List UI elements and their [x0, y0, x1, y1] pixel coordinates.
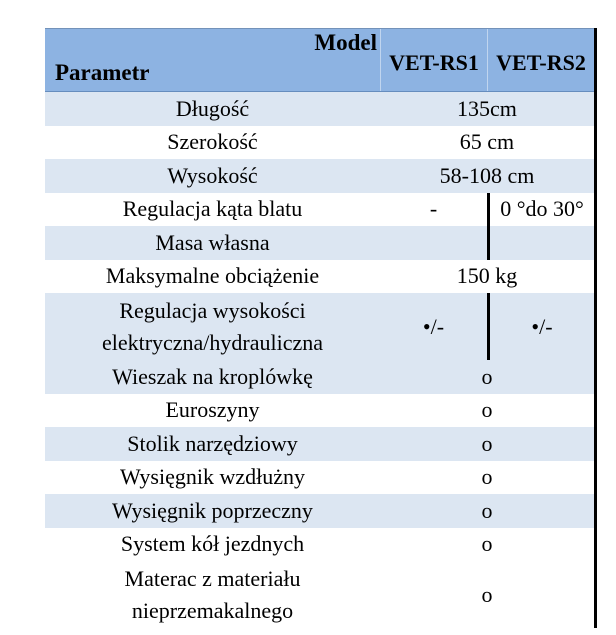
table-row [45, 226, 594, 260]
value-cell-merged: o [481, 397, 493, 423]
value-cell-vet-rs1: - [429, 196, 438, 222]
param-cell: Materac z materiału nieprzemakalnego [124, 565, 301, 623]
value-cell-vet-rs2: 0 °do 30° [487, 193, 594, 227]
param-cell: Maksymalne obciążenie [105, 263, 320, 289]
value-cell-merged: o [481, 363, 493, 389]
value-cell-vet-rs2 [487, 226, 594, 260]
header-col-vet-rs1: VET-RS1 [380, 29, 487, 91]
header-model-label: Model [314, 30, 377, 55]
value-cell-merged: o [481, 430, 493, 456]
value-cell-vet-rs1 [380, 226, 487, 260]
value-cell-merged: 150 kg [456, 263, 518, 289]
table-row [45, 561, 594, 628]
value-cell-merged: o [481, 581, 493, 607]
table-row [45, 461, 594, 495]
table-row [45, 528, 594, 562]
table-row [45, 427, 594, 461]
param-cell: Wysięgnik wzdłużny [119, 464, 306, 490]
header-param-label: Parametr [55, 60, 150, 85]
value-cell-merged: 65 cm [459, 129, 515, 155]
value-cell-vet-rs2: •/- [487, 293, 594, 360]
param-cell: Stolik narzędziowy [127, 430, 298, 456]
param-cell: System kół jezdnych [120, 531, 305, 557]
header-corner-cell [45, 29, 380, 91]
value-cell-merged: o [481, 464, 493, 490]
value-cell-merged: 58-108 cm [439, 162, 535, 188]
param-cell: Szerokość [167, 129, 258, 155]
table-row [45, 293, 594, 360]
table-body [45, 92, 594, 628]
table-header-row [45, 28, 594, 92]
table-row [45, 126, 594, 160]
value-cell-merged: 135cm [457, 95, 517, 121]
param-cell: Masa własna [155, 229, 270, 255]
value-cell-merged: o [481, 497, 493, 523]
param-cell: Wysięgnik poprzeczny [112, 497, 313, 523]
param-cell: Wieszak na kroplówkę [112, 363, 313, 389]
table-row [45, 92, 594, 126]
param-cell: Euroszyny [165, 397, 260, 423]
value-cell-merged: o [481, 531, 493, 557]
table-row [45, 159, 594, 193]
param-cell: Długość [175, 95, 250, 121]
header-col-vet-rs2: VET-RS2 [487, 29, 594, 91]
table-row [45, 360, 594, 394]
table-row [45, 494, 594, 528]
value-cell-vet-rs1: •/- [422, 313, 445, 339]
param-cell: Regulacja kąta blatu [122, 196, 303, 222]
comparison-table [45, 28, 597, 628]
table-row [45, 394, 594, 428]
table-row [45, 193, 594, 227]
param-cell: Wysokość [167, 162, 258, 188]
param-cell: Regulacja wysokości elektryczna/hydrauliczna [101, 297, 324, 355]
table-row [45, 260, 594, 294]
